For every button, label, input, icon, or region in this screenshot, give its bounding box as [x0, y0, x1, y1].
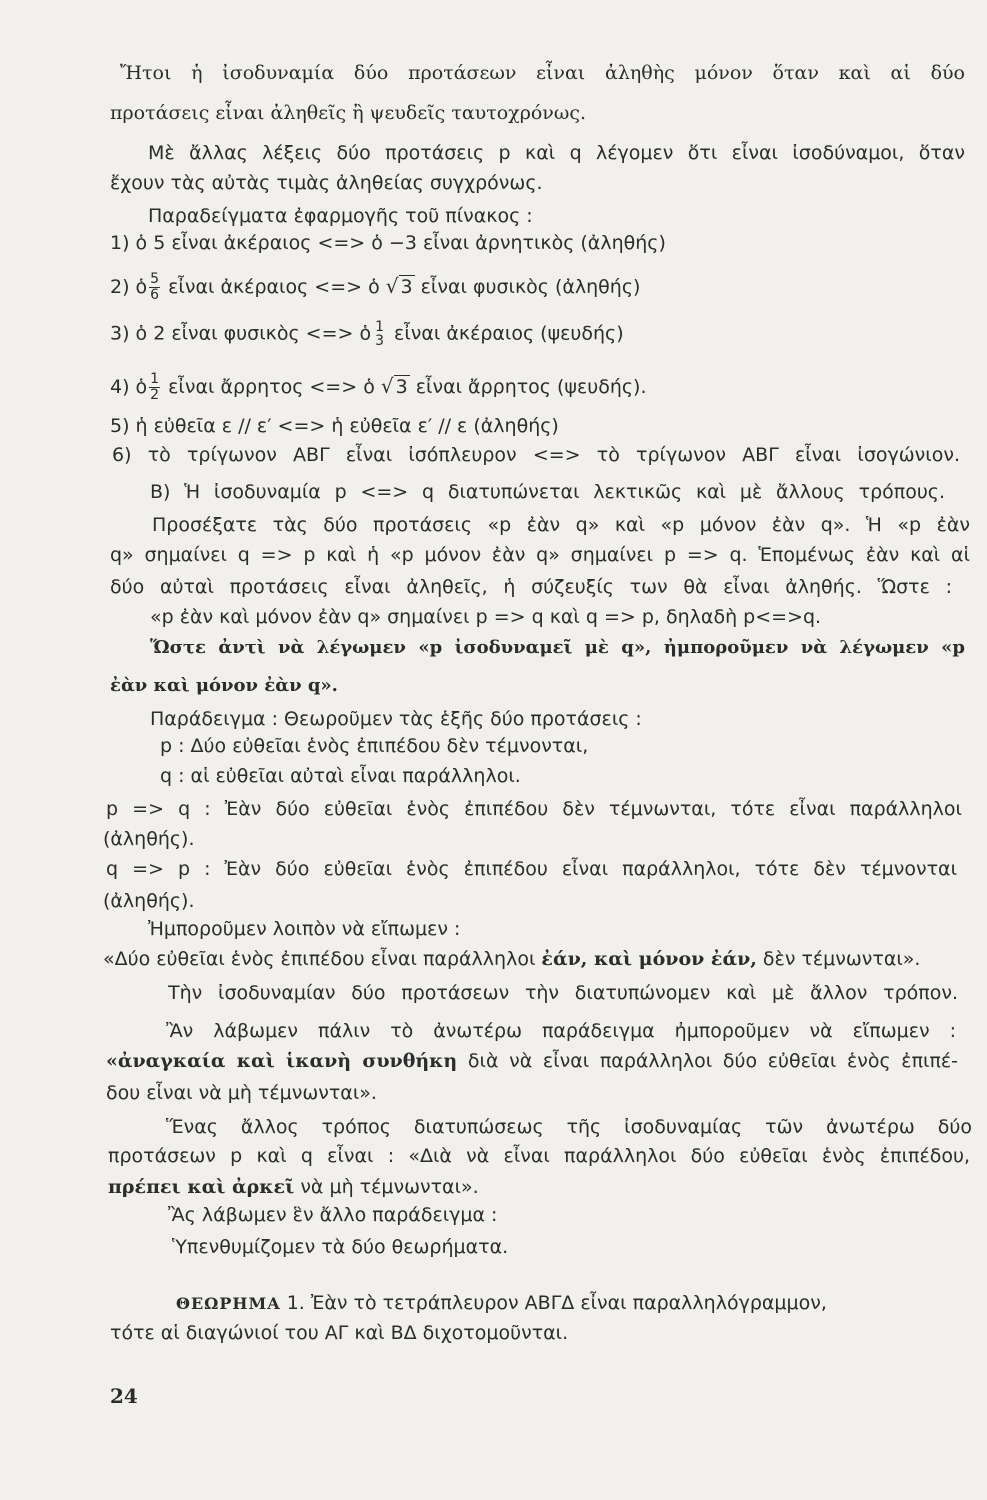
example-2-end: εἶναι φυσικὸς (ἀληθής)	[420, 276, 641, 298]
page-number: 24	[110, 1384, 138, 1408]
example-5: 5) ἡ εὐθεῖα ε // ε′ <=> ἡ εὐθεῖα ε′ // ε (ἀληθής)	[110, 415, 559, 437]
theorem-line	[176, 1290, 987, 1317]
quote-emphasis: ἐάν, καὶ μόνον ἐάν,	[541, 948, 757, 970]
condition-emphasis: «ἀναγκαία καὶ ἱκανὴ συνθήκη	[106, 1050, 458, 1072]
section-b-heading: Β) Ἡ ἰσοδυναμία p <=> q διατυπώνεται λεκτικῶς καὶ μὲ ἄλλους τρόπους.	[150, 481, 945, 503]
emphasis-line: ἐὰν καὶ μόνον ἐὰν q».	[110, 675, 338, 696]
quote-end: δὲν τέμνωνται».	[756, 948, 921, 970]
text-line: Τὴν ἰσοδυναμίαν δύο προτάσεων τὴν διατυπώνομεν καὶ μὲ ἄλλον τρόπον.	[168, 982, 958, 1004]
requirement-line	[108, 1174, 963, 1200]
square-root	[386, 273, 415, 300]
quote-line	[103, 946, 958, 972]
radicand: 3	[400, 276, 413, 298]
text-line: προτάσεις εἶναι ἀληθεῖς ἢ ψευδεῖς ταυτοχρόνως.	[110, 102, 587, 124]
proposition-q: q : αἱ εὐθεῖαι αὐταὶ εἶναι παράλληλοι.	[160, 765, 521, 787]
text-line: Ἤτοι ἡ ἰσοδυναμία δύο προτάσεων εἶναι ἀληθὴς μόνον ὅταν καὶ αἱ δύο	[120, 62, 965, 84]
condition-text: διὰ νὰ εἶναι παράλληλοι δύο εὐθεῖαι ἑνὸς ἐπιπέ-	[457, 1050, 959, 1072]
text-line: q» σημαίνει q => p καὶ ἡ «p μόνον ἐὰν q» σημαίνει p => q. Ἑπομένως ἐὰν καὶ αἱ	[110, 544, 970, 566]
example-4-start: 4) ὁ	[110, 376, 148, 398]
example-4	[110, 372, 965, 403]
implication-qp: q => p : Ἐὰν δύο εὐθεῖαι ἑνὸς ἐπιπέδου εἶναι παράλληλοι, τότε δὲν τέμνονται	[106, 858, 957, 880]
text-line: Ἂς λάβωμεν ἓν ἄλλο παράδειγμα :	[168, 1204, 498, 1226]
radicand: 3	[395, 376, 408, 398]
text-line: Ἂν λάβωμεν πάλιν τὸ ἀνωτέρω παράδειγμα ἠμποροῦμεν νὰ εἴπωμεν :	[166, 1020, 956, 1042]
text-line: (ἀληθής).	[103, 890, 195, 912]
denominator: 6	[150, 287, 160, 303]
theorem-label: ΘΕΩΡΗΜΑ	[176, 1294, 281, 1313]
stack-top: 1	[375, 319, 384, 335]
text-line: Ἕνας ἄλλος τρόπος διατυπώσεως τῆς ἰσοδυναμίας τῶν ἀνωτέρω δύο	[166, 1116, 972, 1138]
example-2-middle: εἶναι ἀκέραιος <=> ὁ	[168, 276, 380, 298]
text-line: Ἠμποροῦμεν λοιπὸν νὰ εἴπωμεν :	[148, 918, 461, 940]
text-line: Προσέξατε τὰς δύο προτάσεις «p ἐὰν q» καὶ «p μόνον ἐὰν q». Ἡ «p ἐὰν	[152, 514, 970, 536]
root-sign: √	[380, 374, 394, 398]
numerator: 5	[150, 271, 160, 287]
text-line: «p ἐὰν καὶ μόνον ἐὰν q» σημαίνει p => q καὶ q => p, δηλαδὴ p<=>q.	[150, 606, 822, 628]
stack-bottom: 3	[375, 333, 384, 349]
text-line: Ὑπενθυμίζομεν τὰ δύο θεωρήματα.	[172, 1236, 509, 1258]
stacked-number	[375, 320, 384, 348]
example-3-start: 3) ὁ 2 εἶναι φυσικὸς <=> ὁ	[110, 322, 372, 345]
example-2	[110, 272, 965, 303]
text-line: (ἀληθής).	[103, 828, 195, 850]
example-4-middle: εἶναι ἄρρητος <=> ὁ	[168, 376, 375, 398]
example-1: 1) ὁ 5 εἶναι ἀκέραιος <=> ὁ −3 εἶναι ἀρνητικὸς (ἀληθής)	[110, 232, 666, 254]
example-6: 6) τὸ τρίγωνον ΑΒΓ εἶναι ἰσόπλευρον <=> τὸ τρίγωνον ΑΒΓ εἶναι ἰσογώνιον.	[112, 444, 960, 466]
example-3-end: εἶναι ἀκέραιος (ψευδής)	[394, 322, 624, 345]
text-line: δύο αὐταὶ προτάσεις εἶναι ἀληθεῖς, ἡ σύζευξίς των θὰ εἶναι ἀληθής. Ὥστε :	[110, 576, 952, 598]
proposition-p: p : Δύο εὐθεῖαι ἑνὸς ἐπιπέδου δὲν τέμνονται,	[160, 735, 589, 757]
theorem-text: 1. Ἐὰν τὸ τετράπλευρον ΑΒΓΔ εἶναι παραλληλόγραμμον,	[280, 1292, 827, 1314]
example-3	[110, 320, 965, 348]
fraction	[149, 272, 160, 303]
example-intro: Παράδειγμα : Θεωροῦμεν τὰς ἑξῆς δύο προτάσεις :	[150, 708, 642, 730]
emphasis-line: Ὥστε ἀντὶ νὰ λέγωμεν «p ἰσοδυναμεῖ μὲ q», ἠμποροῦμεν νὰ λέγωμεν «p	[150, 637, 965, 658]
theorem-conclusion: τότε αἱ διαγώνιοί του ΑΓ καὶ ΒΔ διχοτομοῦνται.	[110, 1322, 569, 1344]
numerator: 1	[150, 371, 160, 387]
requirement-emphasis: πρέπει καὶ ἀρκεῖ	[108, 1176, 295, 1198]
implication-pq: p => q : Ἐὰν δύο εὐθεῖαι ἑνὸς ἐπιπέδου δὲν τέμνωνται, τότε εἶναι παράλληλοι	[106, 798, 962, 820]
example-4-end: εἶναι ἄρρητος (ψευδής).	[415, 376, 647, 398]
text-line: δου εἶναι νὰ μὴ τέμνωνται».	[106, 1082, 377, 1104]
requirement-text: νὰ μὴ τέμνωνται».	[294, 1176, 479, 1198]
text-line: προτάσεων p καὶ q εἶναι : «Διὰ νὰ εἶναι παράλληλοι δύο εὐθεῖαι ἑνὸς ἐπιπέδου,	[108, 1145, 970, 1167]
quote-start: «Δύο εὐθεῖαι ἑνὸς ἐπιπέδου εἶναι παράλληλοι	[103, 948, 542, 970]
root-sign: √	[385, 274, 399, 298]
text-line: Παραδείγματα ἐφαρμογῆς τοῦ πίνακος :	[148, 205, 533, 227]
fraction	[149, 372, 160, 403]
condition-line	[106, 1048, 958, 1074]
denominator: 2	[150, 387, 160, 403]
square-root	[381, 373, 410, 400]
example-2-start: 2) ὁ	[110, 276, 148, 298]
text-line: ἔχουν τὰς αὐτὰς τιμὰς ἀληθείας συγχρόνως.	[110, 172, 543, 194]
text-line: Μὲ ἄλλας λέξεις δύο προτάσεις p καὶ q λέγομεν ὅτι εἶναι ἰσοδύναμοι, ὅταν	[148, 142, 965, 164]
